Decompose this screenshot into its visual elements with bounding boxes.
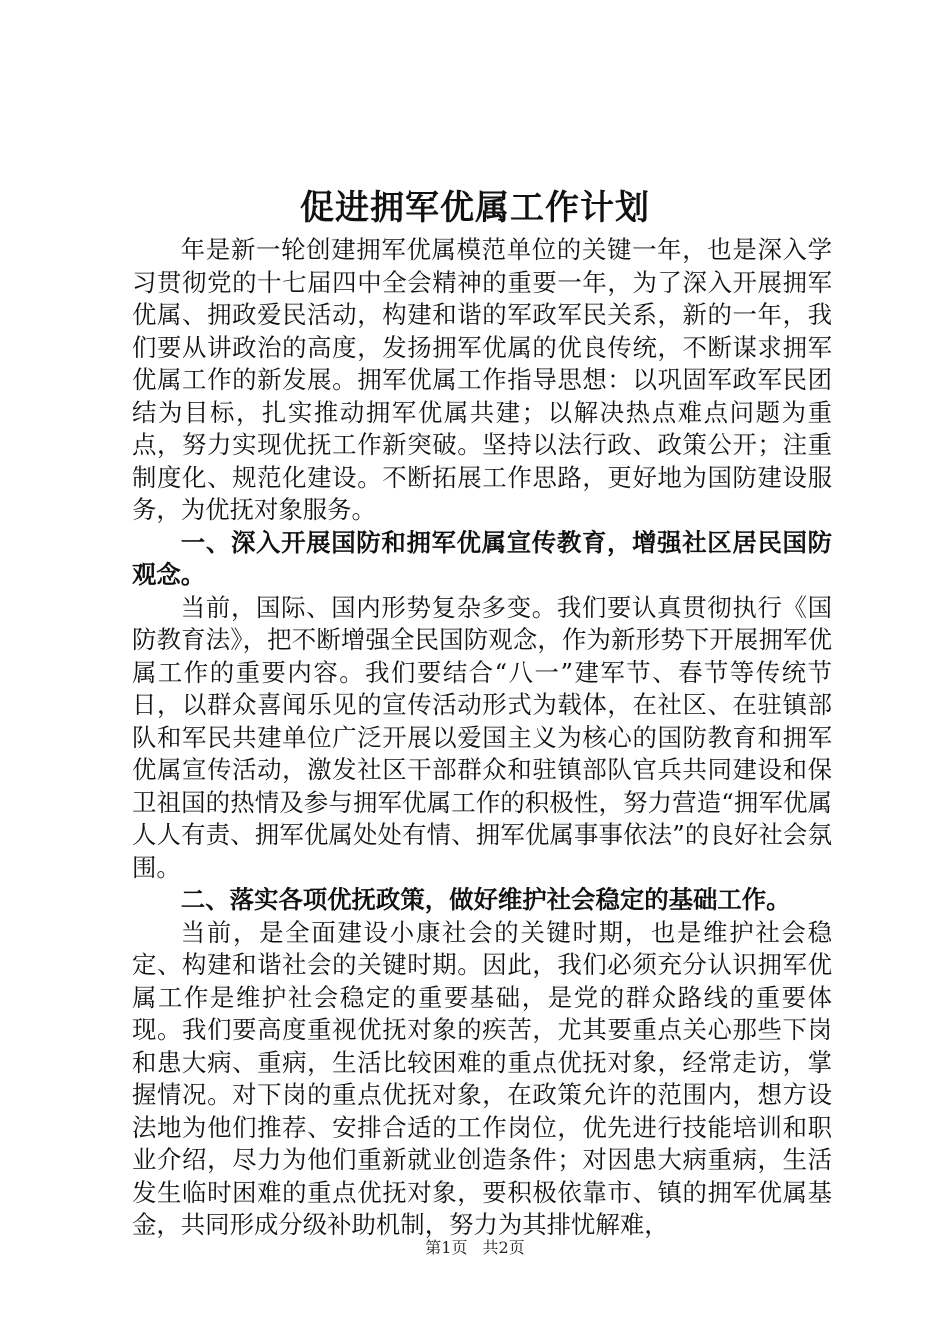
- section-1-paragraph: 当前，国际、国内形势复杂多变。我们要认真贯彻执行《国防教育法》，把不断增强全民国防观念，作为新形势下开展拥军优属工作的重要内容。我们要结合“八一”建军节、春节等传统节日，以群众喜闻乐见的宣传活动形式为载体，在社区、在驻镇部队和军民共建单位广泛开展以爱国主义为核心的国防教育和拥军优属宣传活动，激发社区干部群众和驻镇部队官兵共同建设和保卫祖国的热情及参与拥军优属工作的积极性，努力营造“拥军优属人人有责、拥军优属处处有情、拥军优属事事依法”的良好社会氛围。: [132, 592, 832, 882]
- section-2-paragraph: 当前，是全面建设小康社会的关键时期，也是维护社会稳定、构建和谐社会的关键时期。因此，我们必须充分认识拥军优属工作是维护社会稳定的重要基础，是党的群众路线的重要体现。我们要高度重视优抚对象的疾苦，尤其要重点关心那些下岗和患大病、重病，生活比较困难的重点优抚对象，经常走访，掌握情况。对下岗的重点优抚对象，在政策允许的范围内，想方设法地为他们推荐、安排合适的工作岗位，优先进行技能培训和职业介绍，尽力为他们重新就业创造条件；对因患大病重病，生活发生临时困难的重点优抚对象，要积极依靠市、镇的拥军优属基金，共同形成分级补助机制，努力为其排忧解难，: [132, 917, 832, 1239]
- intro-paragraph: 年是新一轮创建拥军优属模范单位的关键一年，也是深入学习贯彻党的十七届四中全会精神的重要一年，为了深入开展拥军优属、拥政爱民活动，构建和谐的军政军民关系，新的一年，我们要从讲政治的高度，发扬拥军优属的优良传统，不断谋求拥军优属工作的新发展。拥军优属工作指导思想：以巩固军政军民团结为目标，扎实推动拥军优属共建；以解决热点难点问题为重点，努力实现优抚工作新突破。坚持以法行政、政策公开；注重制度化、规范化建设。不断拓展工作思路，更好地为国防建设服务，为优抚对象服务。: [132, 235, 832, 524]
- page-footer: [0, 1238, 950, 1258]
- page-number-total: 共2页: [482, 1238, 525, 1257]
- page-number-current: 第1页: [425, 1238, 468, 1257]
- document-body: [132, 234, 832, 1242]
- document-title: 促进拥军优属工作计划: [300, 188, 650, 228]
- section-heading-1: 一、深入开展国防和拥军优属宣传教育，增强社区居民国防观念。: [132, 527, 832, 589]
- section-heading-2: 二、落实各项优抚政策，做好维护社会稳定的基础工作。: [180, 885, 791, 914]
